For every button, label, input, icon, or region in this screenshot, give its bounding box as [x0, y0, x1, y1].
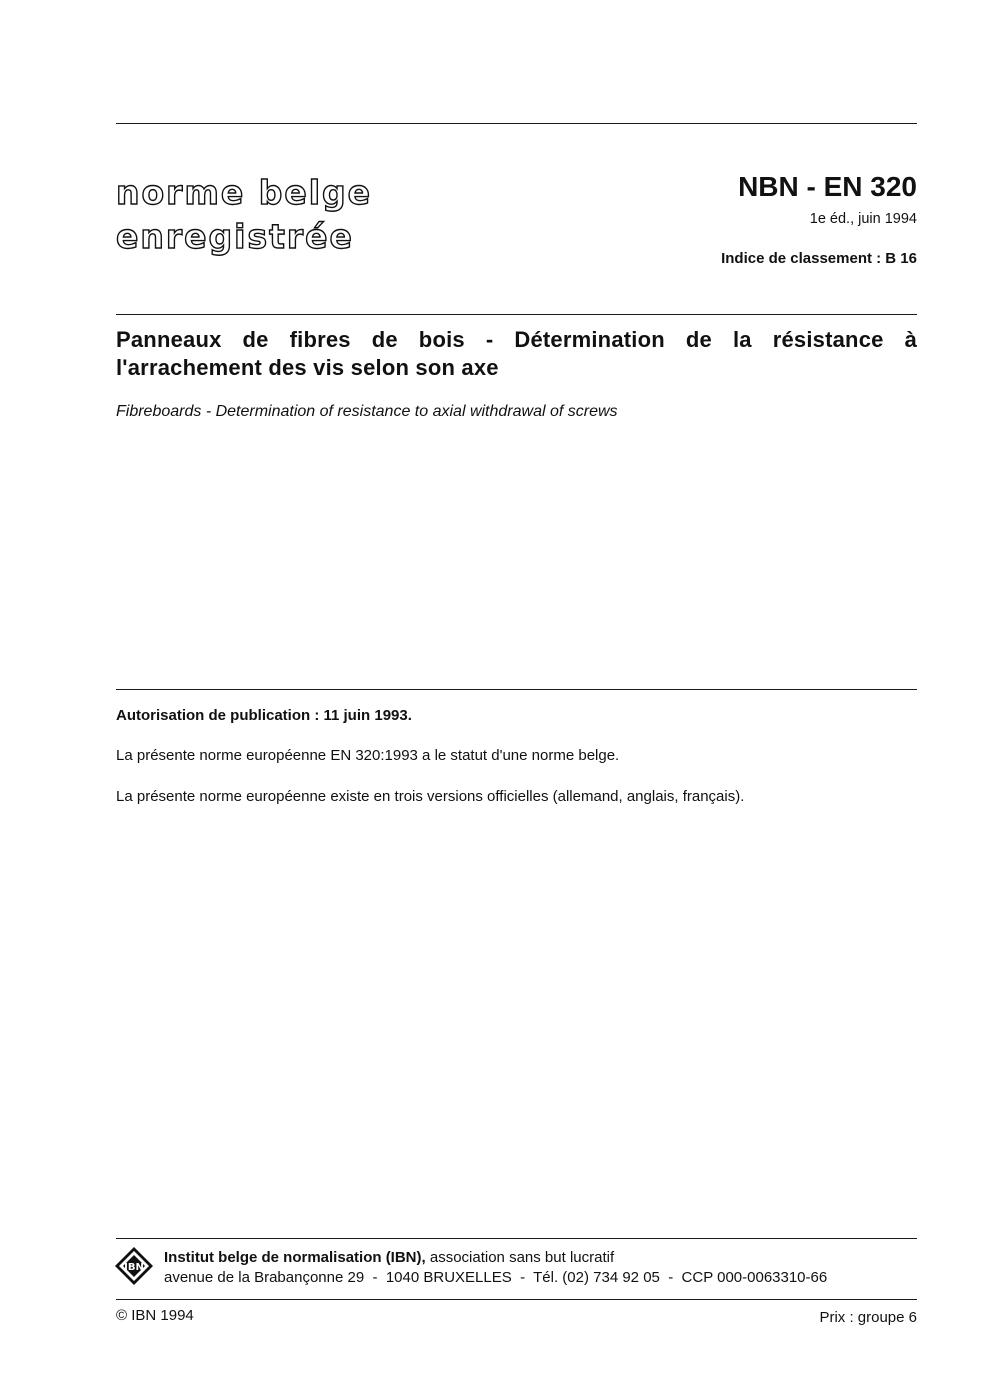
standard-number: NBN - EN 320	[738, 171, 917, 202]
institute-name: Institut belge de normalisation (IBN),	[164, 1249, 426, 1266]
ibn-logo-text: IBN	[124, 1262, 144, 1273]
title-divider	[116, 314, 917, 315]
price-group: Prix : groupe 6	[819, 1309, 917, 1326]
footer-top-divider	[116, 1238, 917, 1239]
institute-address: avenue de la Brabançonne 29 - 1040 BRUXELLES - Tél. (02) 734 92 05 - CCP 000-0063310-66	[164, 1269, 828, 1286]
document-title-english: Fibreboards - Determination of resistance to axial withdrawal of screws	[116, 403, 618, 420]
ibn-logo	[114, 1246, 154, 1286]
status-statement: La présente norme européenne EN 320:1993 a le statut d'une norme belge.	[116, 747, 620, 764]
footer-bottom-divider	[116, 1299, 917, 1300]
document-title-french: Panneaux de fibres de bois - Détermination de la résistance à l'arrachement des vis selon son axe	[116, 327, 917, 380]
classification-index: Indice de classement : B 16	[721, 250, 917, 267]
institute-suffix: association sans but lucratif	[425, 1249, 615, 1266]
edition-date: 1e éd., juin 1994	[809, 211, 917, 227]
versions-statement: La présente norme européenne existe en trois versions officielles (allemand, anglais, français).	[116, 788, 745, 805]
top-divider	[116, 123, 917, 124]
institute-line	[164, 1248, 614, 1268]
brand-title-line2: enregistrée	[116, 217, 354, 256]
publication-authorization: Autorisation de publication : 11 juin 1993.	[116, 707, 412, 724]
ibn-logo-icon	[114, 1246, 154, 1286]
copyright: © IBN 1994	[116, 1307, 194, 1324]
brand-title-line1: norme belge	[116, 173, 373, 212]
body-divider	[116, 689, 917, 690]
